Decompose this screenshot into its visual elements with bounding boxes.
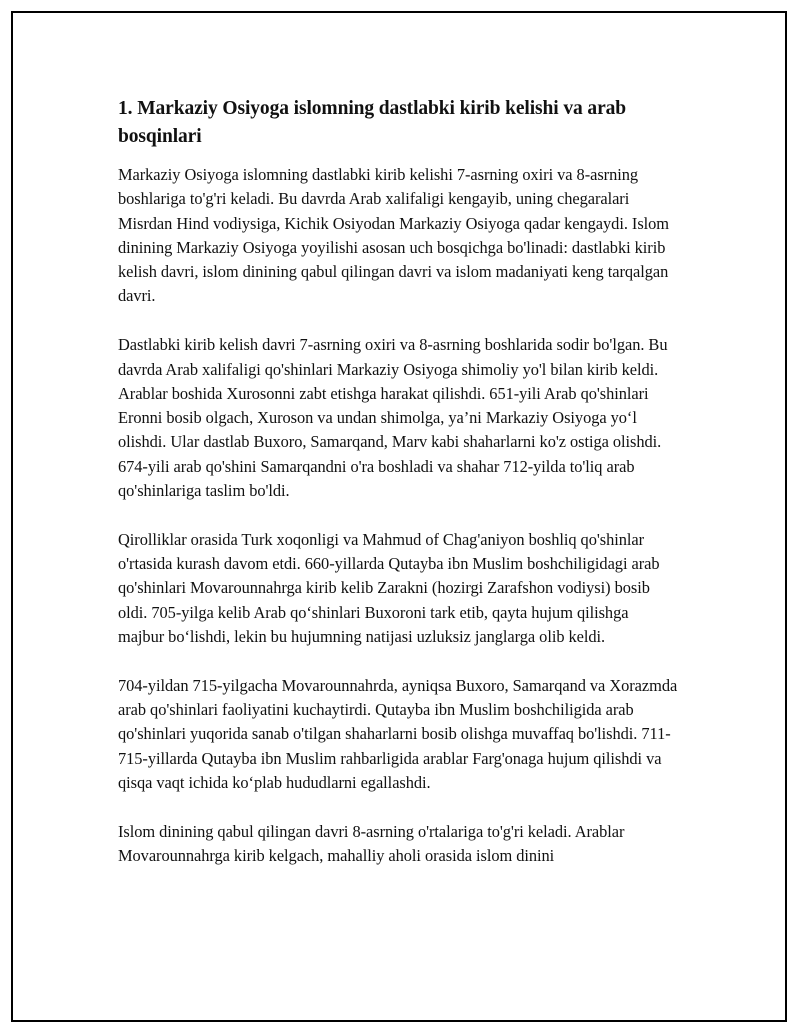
paragraph-3: Qirolliklar orasida Turk xoqonligi va Mahmud of Chag'aniyon boshliq qo'shinlar o'rtasida kurash davom etdi. 660-yillarda Qutayba ibn Muslim boshchiligidagi arab qo'shinlari Movarounnahrga kirib kelib Zarakni (hozirgi Zarafshon vodiysi) bosib oldi. 705-yilga kelib Arab qo‘shinlari Buxoroni tark etib, qayta hujum qilishga majbur bo‘lishdi, lekin bu hujumning natijasi uzluksiz janglarga olib keldi. [118, 529, 660, 647]
paragraph-2: Dastlabki kirib kelish davri 7-asrning oxiri va 8-asrning boshlarida sodir bo'lgan. Bu davrda Arab xalifaligi qo'shinlari Markaziy Osiyoga shimoliy yo'l bilan kirib keldi. Arablar boshida Xurosonni zabt etishga harakat qilishdi. 651-yili Arab qo'shinlari Eronni bosib olgach, Xuroson va undan shimolga, ya’ni Markaziy Osiyoga yo‘l olishdi. Ular dastlab Buxoro, Samarqand, Marv kabi shaharlarni ko'z ostiga olishdi. 674-yili arab qo'shini Samarqandni o'ra boshladi va shahar 712-yilda to'liq arab qo'shinlariga taslim bo'ldi. [118, 335, 668, 501]
paragraph-4: 704-yildan 715-yilgacha Movarounnahrda, ayniqsa Buxoro, Samarqand va Xorazmda arab qo'shinlari faoliyatini kuchaytirdi. Qutayba ibn Muslim boshchiligida arab qo'shinlari yuqorida sanab o'tilgan shaharlarni bosib olishga muvaffaq bo'lishdi. 711-715-yillarda Qutayba ibn Muslim rahbarligida arablar Farg'onaga hujum qilishdi va qisqa vaqt ichida ko‘plab hududlarni egallashdi. [118, 675, 678, 793]
document-title: 1. Markaziy Osiyoga islomning dastlabki kirib kelishi va arab bosqinlari [118, 98, 627, 147]
document-body [118, 95, 678, 893]
paragraph-5: Islom dinining qabul qilingan davri 8-asrning o'rtalariga to'g'ri keladi. Arablar Movarounnahrga kirib kelgach, mahalliy aholi orasida islom dinini [118, 821, 625, 866]
paragraph-1: Markaziy Osiyoga islomning dastlabki kirib kelishi 7-asrning oxiri va 8-asrning boshlariga to'g'ri keladi. Bu davrda Arab xalifaligi kengayib, uning chegaralari Misrdan Hind vodiysiga, Kichik Osiyodan Markaziy Osiyoga qadar kengaydi. Islom dinining Markaziy Osiyoga yoyilishi asosan uch bosqichga bo'linadi: dastlabki kirib kelish davri, islom dinining qabul qilingan davri va islom madaniyati keng tarqalgan davri. [118, 165, 670, 306]
